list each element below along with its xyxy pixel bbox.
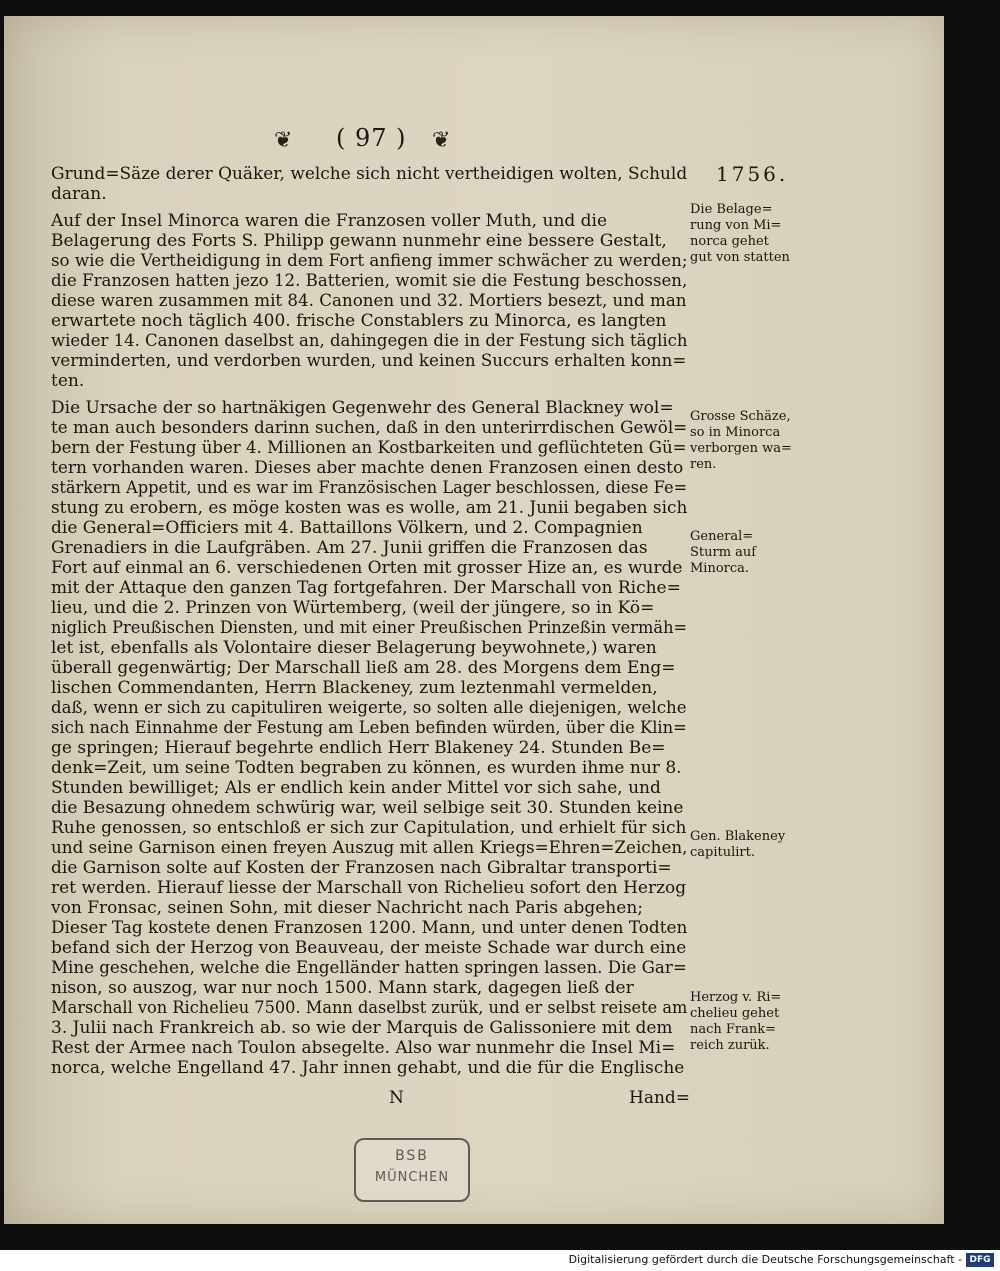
margin-note-line: gut von statten <box>690 250 790 265</box>
signature-mark: N <box>389 1088 404 1108</box>
margin-note-line: Grosse Schäze, <box>690 409 791 424</box>
margin-note-line: rung von Mi= <box>690 218 782 233</box>
text-line: Ruhe genossen, so entschloß er sich zur Capitulation, und erhielt für sich <box>51 818 687 838</box>
margin-note-line: Sturm auf <box>690 545 757 560</box>
text-line: die Garnison solte auf Kosten der Franzosen nach Gibraltar transporti= <box>51 858 672 878</box>
text-line: die Franzosen hatten jezo 12. Batterien, womit sie die Festung beschossen, <box>51 271 688 291</box>
text-line: mit der Attaque den ganzen Tag fortgefahren. Der Marschall von Riche= <box>51 578 681 598</box>
text-line: sich nach Einnahme der Festung am Leben befinden würden, über die Klin= <box>51 718 687 738</box>
text-line: so wie die Vertheidigung in dem Fort anfieng immer schwächer zu werden; <box>51 251 688 271</box>
text-line: ten. <box>51 371 85 391</box>
margin-note-line: reich zurük. <box>690 1038 770 1053</box>
margin-note-line: Gen. Blakeney <box>690 829 786 844</box>
text-line: nison, so auszog, war nur noch 1500. Mann stark, dagegen ließ der <box>51 978 634 998</box>
text-line: daß, wenn er sich zu capituliren weigerte, so solten alle diejenigen, welche <box>51 698 687 718</box>
text-line: Rest der Armee nach Toulon absegelte. Also war nunmehr die Insel Mi= <box>51 1038 676 1058</box>
text-line: Auf der Insel Minorca waren die Franzosen voller Muth, und die <box>51 211 608 231</box>
text-line: diese waren zusammen mit 84. Canonen und 32. Mortiers besezt, und man <box>51 291 687 311</box>
text-line: Stunden bewilliget; Als er endlich kein ander Mittel vor sich sahe, und <box>51 778 661 798</box>
margin-note-line: Die Belage= <box>690 202 773 217</box>
text-line: tern vorhanden waren. Dieses aber machte denen Franzosen einen desto <box>51 458 684 478</box>
margin-note-line: norca gehet <box>690 234 769 249</box>
footer-bar <box>0 1250 1000 1271</box>
library-stamp <box>354 1138 470 1202</box>
footer-credit: Digitalisierung gefördert durch die Deutsche Forschungsgemeinschaft - <box>568 1253 962 1266</box>
text-line: die Besazung ohnedem schwürig war, weil selbige seit 30. Stunden keine <box>51 798 684 818</box>
text-line: daran. <box>51 184 107 204</box>
text-line: Mine geschehen, welche die Engelländer hatten springen lassen. Die Gar= <box>51 958 687 978</box>
ornament-right-icon: ❦ <box>432 128 451 153</box>
year-heading: 1756. <box>716 162 789 186</box>
margin-note-line: verborgen wa= <box>690 441 792 456</box>
stamp-line: MÜNCHEN <box>374 1170 450 1185</box>
text-line: die General=Officiers mit 4. Battaillons Völkern, und 2. Compagnien <box>51 518 643 538</box>
text-line: erwartete noch täglich 400. frische Constablers zu Minorca, es langten <box>51 311 667 331</box>
text-line: überall gegenwärtig; Der Marschall ließ am 28. des Morgens dem Eng= <box>51 658 676 678</box>
text-line: Die Ursache der so hartnäkigen Gegenwehr des General Blackney wol= <box>51 398 674 418</box>
text-line: Belagerung des Forts S. Philipp gewann nunmehr eine bessere Gestalt, <box>51 231 667 251</box>
stamp-line: BSB <box>395 1148 429 1164</box>
text-line: niglich Preußischen Diensten, und mit einer Preußischen Prinzeßin vermäh= <box>51 618 688 638</box>
text-line: Grund=Säze derer Quäker, welche sich nicht vertheidigen wolten, Schuld <box>51 164 688 184</box>
ornament-left-icon: ❦ <box>274 128 293 153</box>
margin-note-line: Herzog v. Ri= <box>690 990 782 1005</box>
text-line: von Fronsac, seinen Sohn, mit dieser Nachricht nach Paris abgehen; <box>51 898 643 918</box>
text-line: Dieser Tag kostete denen Franzosen 1200. Mann, und unter denen Todten <box>51 918 688 938</box>
margin-note-line: nach Frank= <box>690 1022 777 1037</box>
margin-note-line: so in Minorca <box>690 425 781 440</box>
document-page <box>4 16 944 1224</box>
text-line: wieder 14. Canonen daselbst an, dahingegen die in der Festung sich täglich <box>51 331 688 351</box>
text-line: norca, welche Engelland 47. Jahr innen gehabt, und die für die Englische <box>51 1058 685 1078</box>
text-line: lischen Commendanten, Herrn Blackeney, zum leztenmahl vermelden, <box>51 678 658 698</box>
text-line: Fort auf einmal an 6. verschiedenen Orten mit grosser Hize an, es wurde <box>51 558 683 578</box>
text-line: ge springen; Hierauf begehrte endlich Herr Blakeney 24. Stunden Be= <box>51 738 666 758</box>
page-header <box>274 124 474 158</box>
margin-note-line: ren. <box>690 457 717 472</box>
text-line: te man auch besonders darinn suchen, daß in den unterirrdischen Gewöl= <box>51 418 688 438</box>
margin-note-line: chelieu gehet <box>690 1006 780 1021</box>
text-line: befand sich der Herzog von Beauveau, der meiste Schade war durch eine <box>51 938 687 958</box>
margin-note-line: General= <box>690 529 754 544</box>
text-line: bern der Festung über 4. Millionen an Kostbarkeiten und geflüchteten Gü= <box>51 438 687 458</box>
text-line: stärkern Appetit, und es war im Französischen Lager beschlossen, diese Fe= <box>51 478 688 498</box>
margin-note-line: Minorca. <box>690 561 750 576</box>
text-line: Marschall von Richelieu 7500. Mann daselbst zurük, und er selbst reisete am <box>51 998 688 1018</box>
page-number: ( 97 ) <box>336 124 407 152</box>
dfg-logo-icon: DFG <box>966 1253 994 1267</box>
text-line: let ist, ebenfalls als Volontaire dieser Belagerung beywohnete,) waren <box>51 638 657 658</box>
text-line: lieu, und die 2. Prinzen von Würtemberg, (weil der jüngere, so in Kö= <box>51 598 655 618</box>
text-line: ret werden. Hierauf liesse der Marschall von Richelieu sofort den Herzog <box>51 878 687 898</box>
text-line: denk=Zeit, um seine Todten begraben zu können, es wurden ihme nur 8. <box>51 758 682 778</box>
text-line: Grenadiers in die Laufgräben. Am 27. Junii griffen die Franzosen das <box>51 538 648 558</box>
margin-note-line: capitulirt. <box>690 845 755 860</box>
text-line: 3. Julii nach Frankreich ab. so wie der Marquis de Galissoniere mit dem <box>51 1018 673 1038</box>
text-line: verminderten, und verdorben wurden, und keinen Succurs erhalten konn= <box>51 351 687 371</box>
catchword: Hand= <box>629 1088 691 1108</box>
text-line: und seine Garnison einen freyen Auszug mit allen Kriegs=Ehren=Zeichen, <box>51 838 688 858</box>
text-line: stung zu erobern, es möge kosten was es wolle, am 21. Junii begaben sich <box>51 498 688 518</box>
